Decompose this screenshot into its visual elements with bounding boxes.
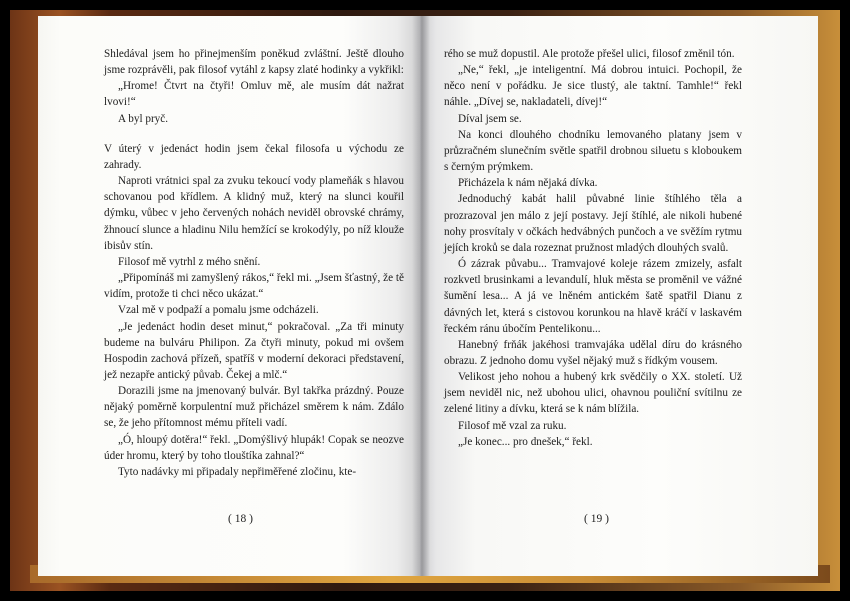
right-page [420, 16, 818, 576]
paragraph: V úterý v jedenáct hodin jsem čekal filosofa u východu ze zahrady. [104, 142, 404, 171]
page-number: ( 18 ) [228, 513, 253, 525]
paragraph: Ó zázrak půvabu... Tramvajové koleje rázem zmizely, asfalt rozkvetl brusinkami a levandulí, hluk města se proměnil ve vážné šumění lesa... A já ve lněném antickém šatě spatřil Dianu z dávných let, která s cistovou korunkou na hlavě kráčí v laskavém řeckém ránu úbočím Pentelikonu... [444, 258, 742, 335]
paragraph: rého se muž dopustil. Ale protože přešel ulici, filosof změnil tón. [444, 48, 735, 60]
right-page-text [444, 46, 742, 450]
paragraph: Filosof mě vytrhl z mého snění. [118, 255, 261, 268]
paragraph: Na konci dlouhého chodníku lemovaného platany jsem v průzračném slunečním světle spatřil drobnou siluetu s kloboukem s černým prýmkem. [444, 128, 742, 174]
paragraph: Tyto nadávky mi připadaly nepřiměřené zločinu, kte- [118, 465, 357, 478]
paragraph: Vzal mě v podpaží a pomalu jsme odcházeli. [118, 304, 319, 317]
paragraph: „Je jedenáct hodin deset minut,“ pokračoval. „Za tři minuty budeme na bulváru Philipon. Za čtyři minuty, pokud mi ovšem Hospodin zachová přízeň, spatříš v moderní dekoraci představení, jež nezapře antický půvab. Čekej a mlč.“ [104, 320, 404, 381]
left-page [38, 16, 420, 576]
paragraph: Hanebný frňák jakéhosi tramvajáka udělal díru do krásného obrazu. Z jednoho domu vyšel nějaký muž s řídkým vousem. [444, 338, 742, 367]
left-page-text [104, 46, 404, 480]
paragraph: Naproti vrátnici spal za zvuku tekoucí vody plameňák s hlavou schovanou pod křídlem. A klidný muž, který na slunci kouřil dýmku, vůbec v jeho červených nohách neviděl obrovské chrámy, žhnoucí slunce a hladinu Nilu hemžící se krokodýly, po níž klouže ibisův stín. [104, 175, 404, 252]
paragraph: Shledával jsem ho přinejmenším poněkud zvláštní. Ještě dlouho jsme rozprávěli, pak filosof vytáhl z kapsy zlaté hodinky a vykřikl: [104, 48, 404, 77]
paragraph: Díval jsem se. [458, 112, 522, 125]
paragraph: Filosof mě vzal za ruku. [458, 419, 567, 432]
paragraph: „Ne,“ řekl, „je inteligentní. Má dobrou intuici. Pochopil, že něco není v pořádku. Je sice tlustý, ale taktní. Tamhle!“ řekl náhle. „Dívej se, nakladateli, dívej!“ [444, 64, 742, 109]
paragraph: Dorazili jsme na jmenovaný bulvár. Byl takřka prázdný. Pouze nějaký poměrně korpulentní muž přicházel směrem k nám. Zdálo se, že jeho přítomnost mému příteli vadí. [104, 385, 404, 430]
page-number: ( 19 ) [584, 513, 609, 525]
paragraph: Velikost jeho nohou a hubený krk svědčily o XX. století. Už jsem neviděl nic, než ubohou ulici, ohavnou pouliční svítilnu ze zelené litiny a dívku, která se k nám blížila. [444, 371, 742, 416]
paragraph: „Je konec... pro dnešek,“ řekl. [458, 435, 593, 448]
paragraph: Jednoduchý kabát halil půvabné linie štíhlého těla a prozrazoval jen málo z její postavy. Její štíhlé, ale nikoli hubené nohy prosvítaly v očkách hedvábných punčoch a ve svěžím rytmu jejích kroků se dala rozeznat pružnost mladých dlouhých svalů. [444, 193, 742, 254]
paragraph: A byl pryč. [118, 112, 169, 125]
paragraph: „Ó, hloupý dotěra!“ řekl. „Domýšlivý hlupák! Copak se neozve úder hromu, který by toho tlouštíka zahnal?“ [104, 433, 404, 462]
paragraph: Přicházela k nám nějaká dívka. [458, 177, 598, 190]
paragraph: „Hrome! Čtvrt na čtyři! Omluv mě, ale musím dát nažrat lvovi!“ [104, 80, 404, 109]
paragraph: „Připomínáš mi zamyšlený rákos,“ řekl mi. „Jsem šťastný, že tě vidím, protože ti chci něco ukázat.“ [104, 272, 404, 301]
book-gutter-shadow [412, 16, 430, 576]
